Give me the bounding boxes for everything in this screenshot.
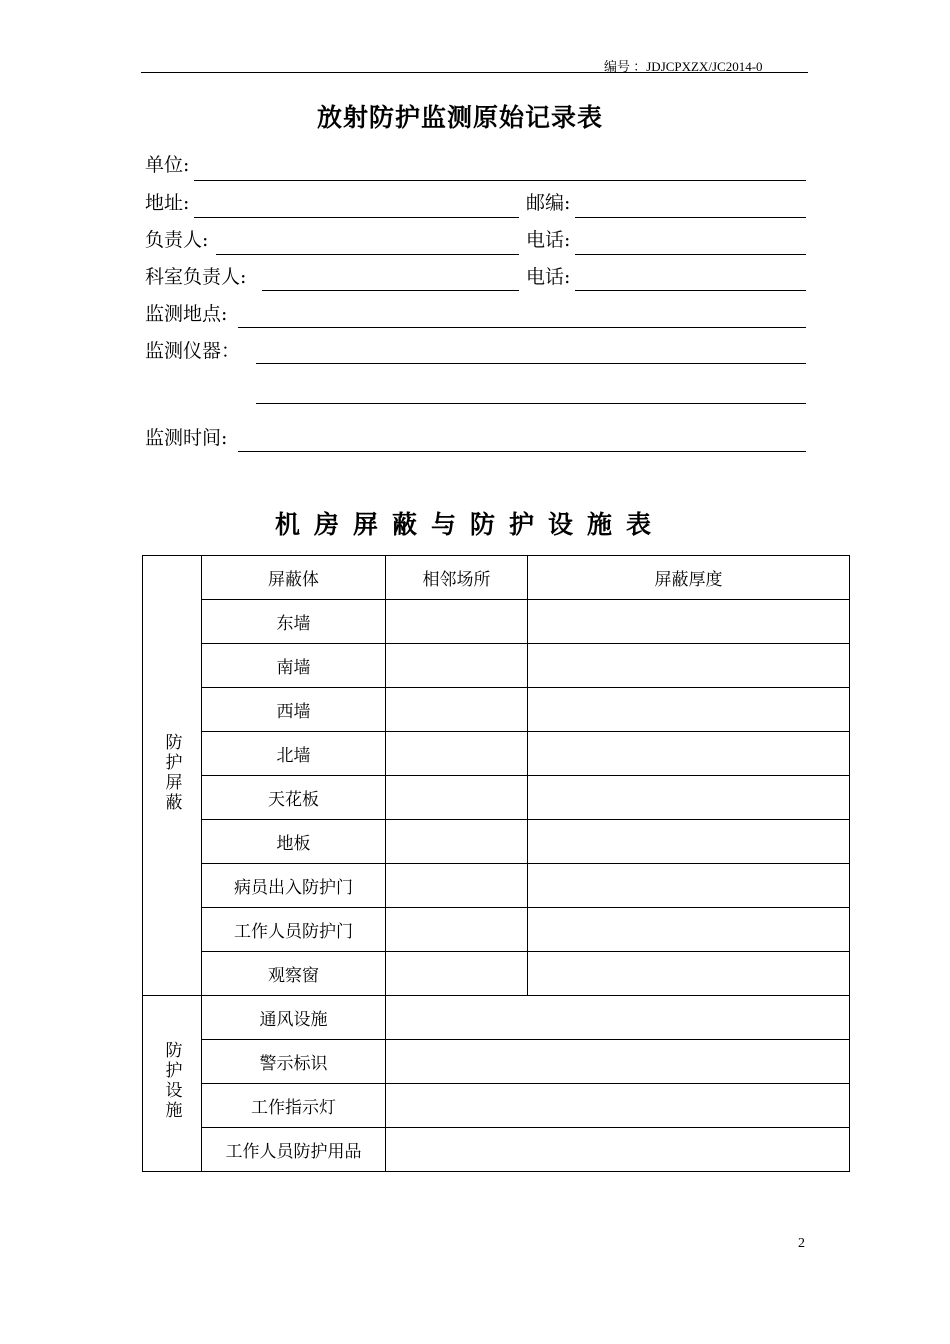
page-title: 放射防护监测原始记录表	[316, 103, 603, 132]
thickness-cell[interactable]	[528, 776, 850, 820]
table-row	[143, 1040, 850, 1084]
facility-cell[interactable]	[386, 1084, 850, 1128]
time-label: 监测时间:	[145, 427, 228, 449]
section-title: 机房屏蔽与防护设施表	[274, 510, 665, 539]
row-label: 南墙	[202, 644, 386, 688]
facility-cell[interactable]	[386, 1040, 850, 1084]
table-row	[143, 952, 850, 996]
page-number: 2	[798, 1236, 805, 1251]
adjacent-place-cell[interactable]	[386, 600, 528, 644]
postcode-field[interactable]	[575, 217, 806, 218]
adjacent-place-cell[interactable]	[386, 864, 528, 908]
phone1-label: 电话:	[526, 229, 571, 251]
phone2-label: 电话:	[526, 266, 571, 288]
postcode-label: 邮编:	[526, 192, 571, 214]
phone2-field[interactable]	[575, 290, 806, 291]
adjacent-place-cell[interactable]	[386, 776, 528, 820]
row-label: 通风设施	[202, 996, 386, 1040]
column-header: 相邻场所	[386, 556, 528, 600]
instrument-label: 监测仪器：	[145, 340, 241, 362]
row-label: 地板	[202, 820, 386, 864]
instrument-field-line2[interactable]	[256, 403, 806, 404]
unit-label: 单位:	[145, 154, 190, 176]
table-row	[143, 1084, 850, 1128]
table-row	[143, 1128, 850, 1172]
table-row	[143, 820, 850, 864]
row-label: 工作指示灯	[202, 1084, 386, 1128]
adjacent-place-cell[interactable]	[386, 908, 528, 952]
adjacent-place-cell[interactable]	[386, 688, 528, 732]
dept-person-field[interactable]	[262, 290, 519, 291]
facility-cell[interactable]	[386, 1128, 850, 1172]
thickness-cell[interactable]	[528, 644, 850, 688]
header-rule	[141, 72, 808, 73]
address-field[interactable]	[194, 217, 519, 218]
thickness-cell[interactable]	[528, 732, 850, 776]
row-label: 天花板	[202, 776, 386, 820]
adjacent-place-cell[interactable]	[386, 952, 528, 996]
row-label: 工作人员防护用品	[202, 1128, 386, 1172]
table-row	[143, 688, 850, 732]
facility-cell[interactable]	[386, 996, 850, 1040]
thickness-cell[interactable]	[528, 820, 850, 864]
row-label: 西墙	[202, 688, 386, 732]
table-row	[143, 864, 850, 908]
table-row	[143, 732, 850, 776]
location-field[interactable]	[238, 327, 806, 328]
instrument-field[interactable]	[256, 363, 806, 364]
group-label-facilities: 防护设施	[143, 996, 202, 1172]
address-label: 地址:	[145, 192, 190, 214]
row-label: 观察窗	[202, 952, 386, 996]
column-header: 屏蔽厚度	[528, 556, 850, 600]
table-row	[143, 996, 850, 1040]
thickness-cell[interactable]	[528, 864, 850, 908]
row-label: 北墙	[202, 732, 386, 776]
location-label: 监测地点:	[145, 303, 228, 325]
row-label: 病员出入防护门	[202, 864, 386, 908]
table-header-row	[143, 556, 850, 600]
thickness-cell[interactable]	[528, 952, 850, 996]
table-row	[143, 644, 850, 688]
adjacent-place-cell[interactable]	[386, 820, 528, 864]
person-in-charge-field[interactable]	[216, 254, 519, 255]
phone1-field[interactable]	[575, 254, 806, 255]
thickness-cell[interactable]	[528, 908, 850, 952]
group-label-shielding: 防护屏蔽	[143, 556, 202, 996]
dept-person-label: 科室负责人:	[145, 266, 247, 288]
table-row	[143, 908, 850, 952]
thickness-cell[interactable]	[528, 600, 850, 644]
row-label: 警示标识	[202, 1040, 386, 1084]
document-code: 编号 ：JDJCPXZX/JC2014-0	[604, 59, 763, 74]
person-in-charge-label: 负责人:	[145, 229, 209, 251]
table-row	[143, 776, 850, 820]
adjacent-place-cell[interactable]	[386, 732, 528, 776]
shielding-table	[142, 555, 850, 1172]
adjacent-place-cell[interactable]	[386, 644, 528, 688]
thickness-cell[interactable]	[528, 688, 850, 732]
table-row	[143, 600, 850, 644]
time-field[interactable]	[238, 451, 806, 452]
unit-field[interactable]	[194, 180, 806, 181]
row-label: 东墙	[202, 600, 386, 644]
column-header: 屏蔽体	[202, 556, 386, 600]
row-label: 工作人员防护门	[202, 908, 386, 952]
